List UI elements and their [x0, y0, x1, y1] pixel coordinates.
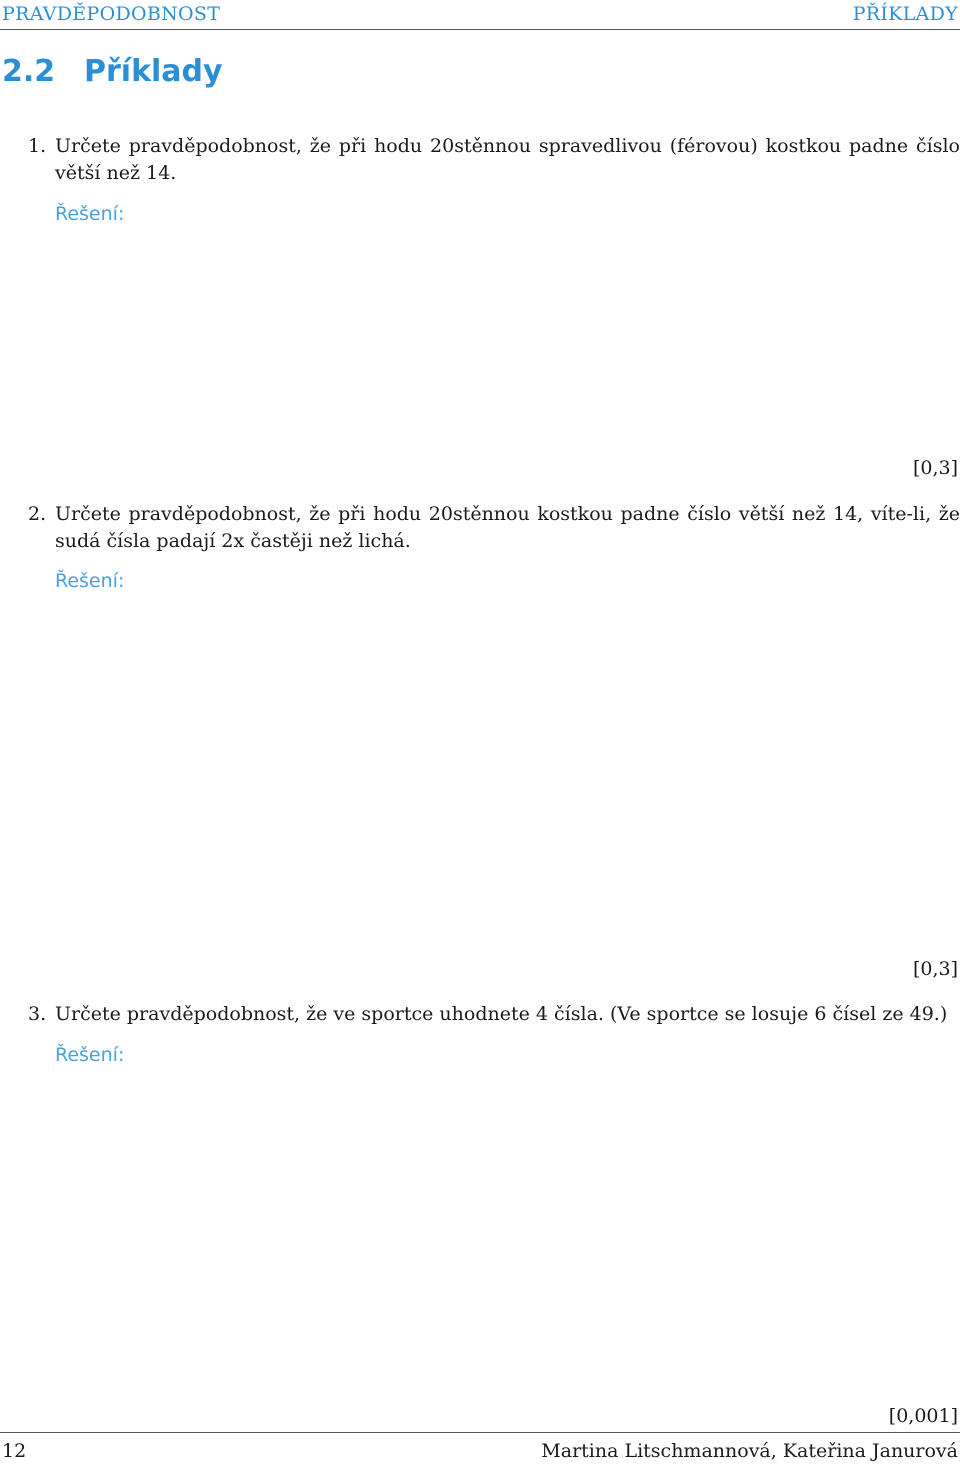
exercise-number: 2. — [28, 503, 47, 525]
solution-label-3: Řešení: — [55, 1044, 125, 1066]
section-title-text: Příklady — [84, 54, 223, 89]
solution-label-2: Řešení: — [55, 570, 125, 592]
answer-1: [0,3] — [912, 457, 958, 479]
exercise-text: Určete pravděpodobnost, že při hodu 20stěnnou kostkou padne číslo větší než 14, víte-li, že sudá čísla padají 2x častěji než lichá. — [55, 503, 960, 552]
footer-authors: Martina Litschmannová, Kateřina Janurová — [541, 1440, 958, 1462]
page-number: 12 — [2, 1440, 27, 1462]
header-chapter: PRAVDĚPODOBNOST — [2, 3, 221, 25]
section-number: 2.2 — [2, 54, 56, 89]
section-title — [2, 54, 223, 89]
exercise-text: Určete pravděpodobnost, že při hodu 20stěnnou spravedlivou (férovou) kostkou padne číslo větší než 14. — [55, 135, 960, 184]
answer-3: [0,001] — [888, 1405, 958, 1427]
solution-label-1: Řešení: — [55, 203, 125, 225]
footer-rule — [0, 1432, 960, 1433]
exercise-number: 1. — [28, 135, 47, 157]
running-header — [0, 0, 960, 30]
answer-2: [0,3] — [912, 958, 958, 980]
exercise-text: Určete pravděpodobnost, že ve sportce uhodnete 4 čísla. (Ve sportce se losuje 6 čísel ze 49.) — [55, 1003, 948, 1025]
exercise-number: 3. — [28, 1003, 47, 1025]
header-section: PŘÍKLADY — [852, 3, 958, 25]
